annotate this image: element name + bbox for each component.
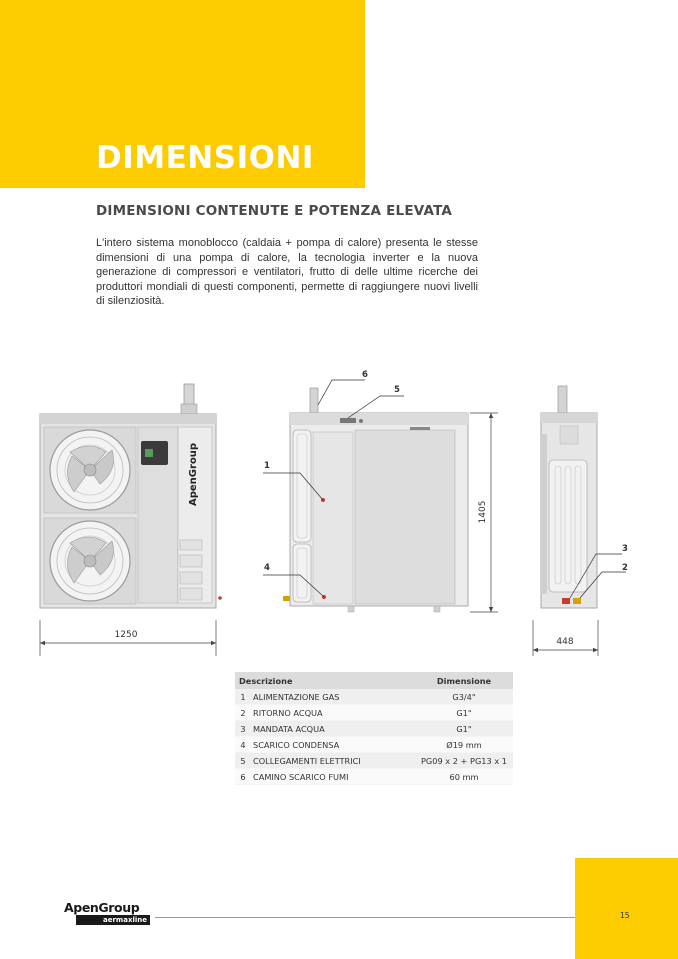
row-label: COLLEGAMENTI ELETTRICI <box>249 753 415 769</box>
section-subtitle: DIMENSIONI CONTENUTE E POTENZA ELEVATA <box>96 203 453 219</box>
row-number: 5 <box>235 753 249 769</box>
callout-6: 6 <box>362 370 368 380</box>
table-row <box>235 721 513 737</box>
row-label: ALIMENTAZIONE GAS <box>249 689 415 705</box>
row-value: G3/4" <box>415 689 513 705</box>
depth-dimension-label: 448 <box>556 637 574 647</box>
table-row <box>235 769 513 785</box>
apengroup-logo <box>64 901 150 927</box>
row-value: G1" <box>415 721 513 737</box>
table-row <box>235 737 513 753</box>
row-label: CAMINO SCARICO FUMI <box>249 769 415 785</box>
page-title: DIMENSIONI <box>96 140 314 176</box>
row-value: G1" <box>415 705 513 721</box>
row-label: MANDATA ACQUA <box>249 721 415 737</box>
callout-1: 1 <box>264 461 270 471</box>
page-number: 15 <box>620 911 630 920</box>
table-row <box>235 705 513 721</box>
technical-drawings <box>0 360 678 660</box>
logo-main-text: ApenGroup <box>64 900 140 915</box>
width-dimension-label: 1250 <box>114 630 138 640</box>
front-view-drawing <box>40 384 222 656</box>
table-header-row <box>235 672 513 689</box>
header-description: Descrizione <box>235 672 415 689</box>
table-row <box>235 689 513 705</box>
height-dimension-label: 1405 <box>478 500 488 524</box>
row-number: 3 <box>235 721 249 737</box>
footer-divider <box>155 917 615 918</box>
lateral-view-drawing <box>533 386 628 656</box>
row-value: PG09 x 2 + PG13 x 1 <box>415 753 513 769</box>
connections-table <box>235 672 513 785</box>
intro-paragraph: L'intero sistema monoblocco (caldaia + pompa di calore) presenta le stesse dimensioni di una pompa di calore, la tecnologia inverter e la nuova generazione di compressori e ventilatori, frutto di delle ultime ricerche dei produttori mondiali di questi componenti, permette di raggiungere nuovi livelli di silenziosità. <box>96 237 478 308</box>
unit-brand-label: ApenGroup <box>188 442 199 506</box>
callout-3: 3 <box>622 544 628 554</box>
row-number: 2 <box>235 705 249 721</box>
row-label: SCARICO CONDENSA <box>249 737 415 753</box>
table-row <box>235 753 513 769</box>
row-value: 60 mm <box>415 769 513 785</box>
callout-5: 5 <box>394 385 400 395</box>
corner-yellow-block <box>575 858 678 959</box>
row-value: Ø19 mm <box>415 737 513 753</box>
callout-4: 4 <box>264 563 270 573</box>
side-view-drawing <box>263 370 498 612</box>
row-number: 1 <box>235 689 249 705</box>
logo-sub-text: aermaxline <box>76 915 150 925</box>
callout-2: 2 <box>622 563 628 573</box>
row-label: RITORNO ACQUA <box>249 705 415 721</box>
row-number: 6 <box>235 769 249 785</box>
header-dimension: Dimensione <box>415 672 513 689</box>
row-number: 4 <box>235 737 249 753</box>
